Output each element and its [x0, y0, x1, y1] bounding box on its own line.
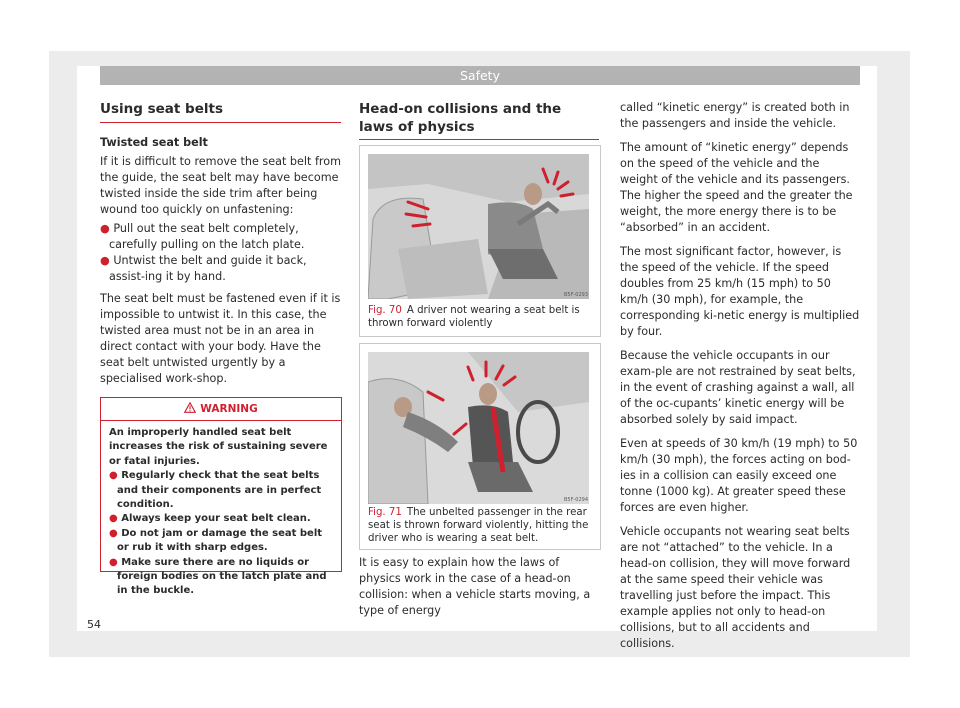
list-item: ● Make sure there are no liquids or foreign bodies on the latch plate and in the buckle.: [109, 556, 327, 597]
figure-70-caption: Fig. 70 A driver not wearing a seat belt is thrown forward violently: [368, 305, 580, 329]
figure-number: Fig. 71: [368, 507, 402, 518]
list-item: ● Regularly check that the seat belts and their components are in perfect condition.: [109, 470, 322, 511]
warning-label: WARNING: [200, 403, 258, 415]
bullet-icon: ●: [100, 222, 114, 235]
list-item: ● Always keep your seat belt clean.: [109, 513, 311, 525]
warning-body: [101, 421, 341, 604]
bullet-icon: ●: [100, 254, 114, 267]
figure-70: [359, 145, 601, 337]
bullet-icon: ●: [109, 556, 122, 568]
image-code: B5F-0293: [564, 292, 589, 298]
bullet-icon: ●: [109, 513, 122, 525]
left-title-block: [100, 100, 341, 123]
left-column: [100, 100, 341, 395]
intro-paragraph: If it is difficult to remove the seat belt from the guide, the seat belt may have become twisted inside the side trim after being wound too quickly on unfastening:: [100, 155, 341, 216]
list-item: ● Do not jam or damage the seat belt or rub it with sharp edges.: [109, 527, 323, 554]
subheading-twisted-belt: Twisted seat belt: [100, 136, 208, 149]
warning-intro: An improperly handled seat belt increases the risk of sustaining severe or fatal injuries.: [109, 427, 328, 467]
page-number: 54: [87, 618, 101, 631]
image-code: B5F-0294: [564, 497, 589, 503]
head-on-paragraph: It is easy to explain how the laws of physics work in the case of a head-on collision: when a vehicle starts moving, a type of energy: [359, 556, 591, 617]
kinetic-paragraph-2: The amount of “kinetic energy” depends on the speed of the vehicle and the weight of the vehicle and its passengers. The higher the speed and the greater the weight, the more energy there is to be “absorbed” in an accident.: [620, 141, 853, 234]
right-column: [620, 100, 860, 660]
list-item: ● Untwist the belt and guide it back, assist-ing it by hand.: [100, 254, 307, 283]
outro-paragraph: The seat belt must be fastened even if it is impossible to untwist it. In this case, the twisted area must not be in an area in direct contact with your body. Have the seat belt untwisted urgently by a specialised work-shop.: [100, 292, 341, 385]
kinetic-paragraph-4: Because the vehicle occupants in our exam-ple are not restrained by seat belts, in the event of crashing against a wall, all of the oc-cupants’ kinetic energy will be absorbed solely by said impact.: [620, 349, 856, 426]
middle-column-heading: [359, 100, 599, 140]
rear-passenger-illustration: [368, 352, 589, 504]
warning-header: [101, 398, 341, 421]
figure-71: [359, 343, 601, 550]
bullet-icon: ●: [109, 527, 122, 539]
figure-number: Fig. 70: [368, 305, 402, 316]
steps-list: [100, 221, 341, 285]
list-item: ● Pull out the seat belt completely, carefully pulling on the latch plate.: [100, 222, 305, 251]
driver-unbelted-illustration: [368, 154, 589, 299]
kinetic-paragraph-3: The most significant factor, however, is the speed of the vehicle. If the speed doubles from 25 km/h (15 mph) to 50 km/h (30 mph), for example, the corresponding ki-netic energy is multiplied by four.: [620, 245, 860, 338]
figure-71-caption: Fig. 71 The unbelted passenger in the rear seat is thrown forward violently, hitting the driver who is wearing a seat belt.: [368, 507, 589, 544]
kinetic-paragraph-6: Vehicle occupants not wearing seat belts are not “attached” to the vehicle. In a head-on collision, they will move forward at the same speed their vehicle was travelling just before the impact. This example applies not only to head-on collisions, but to all accidents and collisions.: [620, 525, 851, 650]
warning-box: [100, 397, 342, 597]
section-title-head-on: Head-on collisions and the laws of physics: [359, 101, 562, 135]
bullet-icon: ●: [109, 470, 122, 482]
middle-column-text: [359, 555, 602, 627]
section-header: Safety: [100, 66, 860, 85]
middle-title-block: [359, 100, 599, 140]
kinetic-paragraph-1: called “kinetic energy” is created both in the passengers and inside the vehicle.: [620, 101, 850, 130]
warning-triangle-icon: [184, 402, 196, 413]
warning-list: [109, 469, 333, 599]
section-title-seat-belts: Using seat belts: [100, 101, 223, 117]
kinetic-paragraph-5: Even at speeds of 30 km/h (19 mph) to 50 km/h (30 mph), the forces acting on bod-ies in a collision can easily exceed one tonne (1000 kg). At greater speed these forces are even higher.: [620, 437, 858, 514]
